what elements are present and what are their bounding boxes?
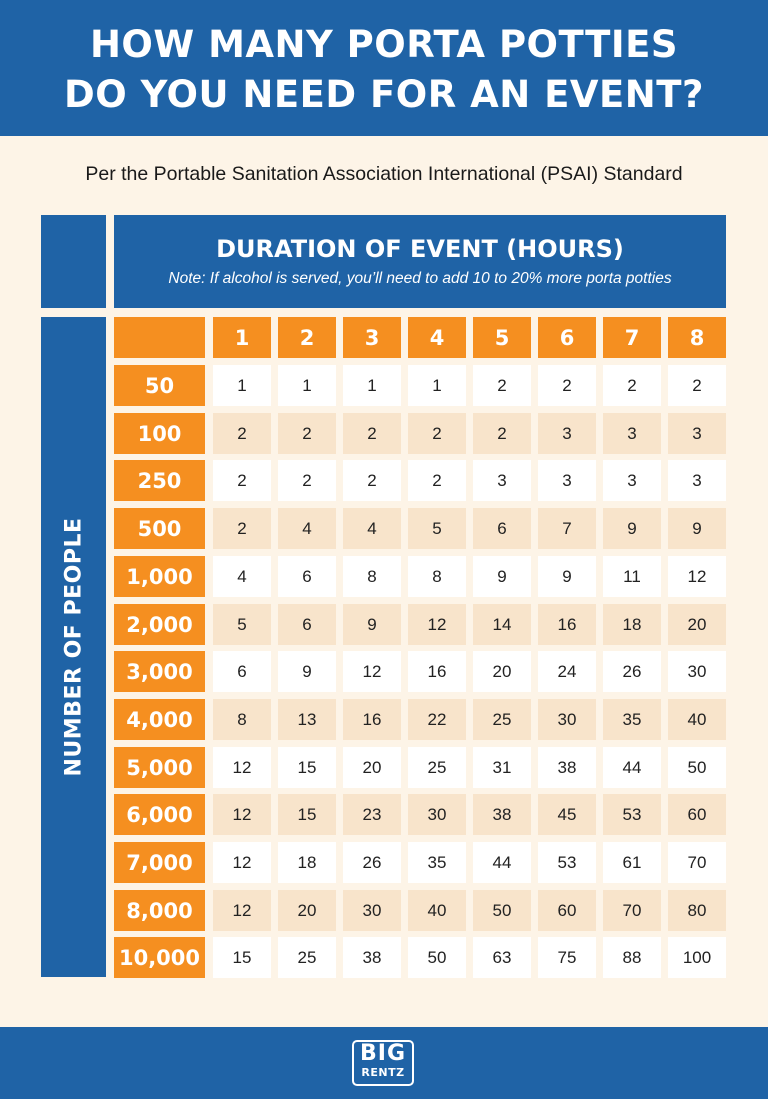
table-cell: 26: [343, 842, 401, 883]
table-cell: 3: [473, 460, 531, 501]
table-cell: 6: [473, 508, 531, 549]
table-cell: 9: [343, 604, 401, 645]
table-cell: 1: [278, 365, 336, 406]
table-cell: 38: [473, 794, 531, 835]
table-cell: 2: [278, 413, 336, 454]
table-cell: 25: [278, 937, 336, 978]
table-cell: 1: [408, 365, 466, 406]
table-cell: 60: [668, 794, 726, 835]
table-cell: 22: [408, 699, 466, 740]
table-cell: 7: [538, 508, 596, 549]
table-cell: 35: [408, 842, 466, 883]
table-cell: 20: [473, 651, 531, 692]
table-cell: 35: [603, 699, 661, 740]
table-cell: 30: [408, 794, 466, 835]
table-cell: 8: [408, 556, 466, 597]
table-cell: 16: [538, 604, 596, 645]
table-cell: 4: [213, 556, 271, 597]
table-cell: 3: [603, 460, 661, 501]
table-cell: 50: [473, 890, 531, 931]
table-cell: 70: [668, 842, 726, 883]
table-cell: 30: [668, 651, 726, 692]
table-cell: 20: [668, 604, 726, 645]
table-cell: 9: [473, 556, 531, 597]
table-cell: 1: [213, 365, 271, 406]
table-cell: 16: [408, 651, 466, 692]
table-cell: 30: [343, 890, 401, 931]
table-cell: 20: [343, 747, 401, 788]
table-cell: 30: [538, 699, 596, 740]
alcohol-note: Note: If alcohol is served, you’ll need to add 10 to 20% more porta potties: [168, 270, 672, 287]
column-header-hour: 5: [473, 317, 531, 358]
table-cell: 2: [213, 460, 271, 501]
table-cell: 38: [538, 747, 596, 788]
subtitle: Per the Portable Sanitation Association International (PSAI) Standard: [85, 163, 683, 185]
table-cell: 3: [603, 413, 661, 454]
row-header-people: 3,000: [114, 651, 205, 692]
row-header-people: 2,000: [114, 604, 205, 645]
number-of-people-label: NUMBER OF PEOPLE: [41, 317, 106, 977]
table-cell: 16: [343, 699, 401, 740]
table-cell: 11: [603, 556, 661, 597]
table-cell: 2: [343, 460, 401, 501]
corner-block: [41, 215, 106, 308]
table-cell: 12: [213, 794, 271, 835]
table-cell: 15: [213, 937, 271, 978]
bigrentz-logo[interactable]: BIG RENTZ: [352, 1040, 414, 1086]
table-cell: 3: [538, 413, 596, 454]
table-cell: 50: [668, 747, 726, 788]
table-cell: 20: [278, 890, 336, 931]
table-cell: 9: [603, 508, 661, 549]
table-cell: 40: [668, 699, 726, 740]
duration-header: [114, 215, 726, 308]
column-header-hour: 1: [213, 317, 271, 358]
table-cell: 2: [278, 460, 336, 501]
table-cell: 18: [278, 842, 336, 883]
table-cell: 2: [213, 413, 271, 454]
table-cell: 2: [473, 413, 531, 454]
table-cell: 25: [473, 699, 531, 740]
row-header-people: 250: [114, 460, 205, 501]
table-cell: 6: [213, 651, 271, 692]
table-cell: 2: [408, 413, 466, 454]
table-cell: 63: [473, 937, 531, 978]
table-cell: 14: [473, 604, 531, 645]
column-header-hour: 4: [408, 317, 466, 358]
table-cell: 2: [473, 365, 531, 406]
table-cell: 53: [538, 842, 596, 883]
table-cell: 45: [538, 794, 596, 835]
row-header-people: 5,000: [114, 747, 205, 788]
table-cell: 5: [213, 604, 271, 645]
table-cell: 53: [603, 794, 661, 835]
table-cell: 12: [213, 747, 271, 788]
table-cell: 2: [668, 365, 726, 406]
table-cell: 25: [408, 747, 466, 788]
table-cell: 12: [213, 842, 271, 883]
header-corner-cell: [114, 317, 205, 358]
table-cell: 9: [538, 556, 596, 597]
table-cell: 18: [603, 604, 661, 645]
table-cell: 6: [278, 556, 336, 597]
duration-title: DURATION OF EVENT (HOURS): [216, 235, 624, 263]
column-header-hour: 3: [343, 317, 401, 358]
title-line-2: DO YOU NEED FOR AN EVENT?: [64, 73, 704, 116]
column-header-hour: 6: [538, 317, 596, 358]
table-cell: 13: [278, 699, 336, 740]
table-cell: 26: [603, 651, 661, 692]
table-cell: 15: [278, 747, 336, 788]
table-cell: 2: [603, 365, 661, 406]
table-cell: 61: [603, 842, 661, 883]
title-line-1: HOW MANY PORTA POTTIES: [89, 23, 679, 66]
table-cell: 2: [408, 460, 466, 501]
row-header-people: 7,000: [114, 842, 205, 883]
row-header-people: 4,000: [114, 699, 205, 740]
table-cell: 5: [408, 508, 466, 549]
table-cell: 100: [668, 937, 726, 978]
table-cell: 24: [538, 651, 596, 692]
table-cell: 23: [343, 794, 401, 835]
table-cell: 1: [343, 365, 401, 406]
table-cell: 3: [538, 460, 596, 501]
table-cell: 4: [278, 508, 336, 549]
table-cell: 80: [668, 890, 726, 931]
row-header-people: 10,000: [114, 937, 205, 978]
table-cell: 9: [278, 651, 336, 692]
table-cell: 2: [538, 365, 596, 406]
row-header-people: 8,000: [114, 890, 205, 931]
table-cell: 12: [408, 604, 466, 645]
row-header-people: 500: [114, 508, 205, 549]
table-cell: 88: [603, 937, 661, 978]
table-cell: 12: [213, 890, 271, 931]
table-cell: 3: [668, 413, 726, 454]
column-header-hour: 2: [278, 317, 336, 358]
table-cell: 9: [668, 508, 726, 549]
table-cell: 50: [408, 937, 466, 978]
table-cell: 70: [603, 890, 661, 931]
table-cell: 38: [343, 937, 401, 978]
table-cell: 8: [343, 556, 401, 597]
table-cell: 6: [278, 604, 336, 645]
column-header-hour: 7: [603, 317, 661, 358]
row-header-people: 1,000: [114, 556, 205, 597]
table-cell: 2: [343, 413, 401, 454]
table-cell: 8: [213, 699, 271, 740]
table-cell: 12: [668, 556, 726, 597]
table-cell: 60: [538, 890, 596, 931]
table-cell: 12: [343, 651, 401, 692]
table-cell: 15: [278, 794, 336, 835]
table-cell: 75: [538, 937, 596, 978]
table-cell: 4: [343, 508, 401, 549]
table-cell: 3: [668, 460, 726, 501]
table-cell: 44: [473, 842, 531, 883]
table-cell: 40: [408, 890, 466, 931]
column-header-hour: 8: [668, 317, 726, 358]
page-header: [0, 0, 768, 136]
row-header-people: 6,000: [114, 794, 205, 835]
row-header-people: 50: [114, 365, 205, 406]
table-cell: 44: [603, 747, 661, 788]
row-header-people: 100: [114, 413, 205, 454]
table-cell: 31: [473, 747, 531, 788]
table-cell: 2: [213, 508, 271, 549]
